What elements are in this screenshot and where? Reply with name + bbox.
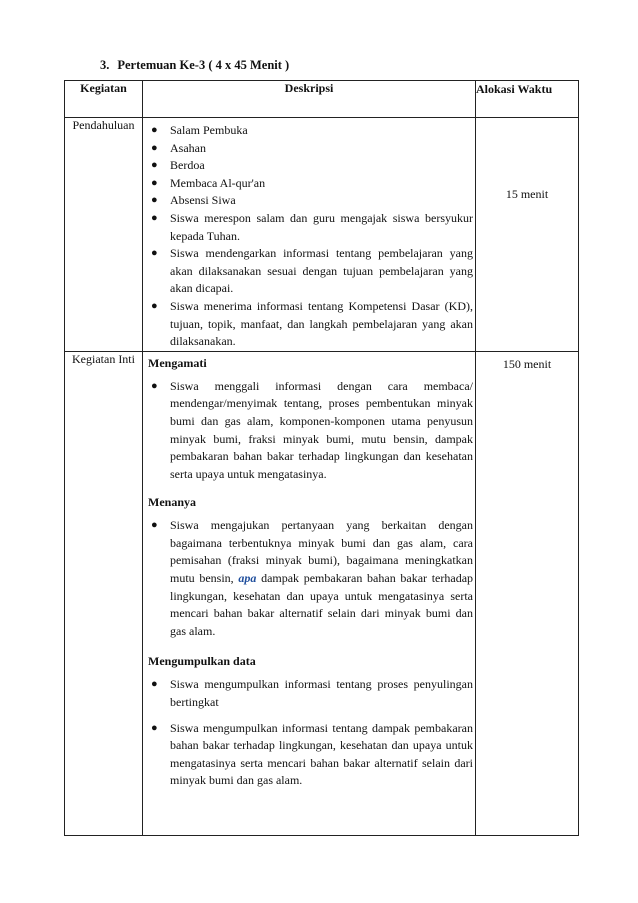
menanya-list — [143, 511, 475, 640]
bullet-icon: ● — [151, 159, 158, 172]
list-item: ● Salam Pembuka — [151, 122, 473, 140]
inti-time: 150 menit — [476, 351, 579, 835]
bullet-icon: ● — [151, 141, 158, 154]
list-item: ● Siswa merespon salam dan guru mengajak siswa bersyukur kepada Tuhan. — [151, 210, 473, 243]
pendahuluan-row — [65, 118, 579, 352]
mengamati-list — [143, 372, 475, 484]
bullet-icon: ● — [151, 124, 158, 136]
emphasis-apa: apa — [238, 571, 257, 586]
inti-description — [143, 351, 476, 835]
inti-row — [65, 351, 579, 835]
pendahuluan-description — [143, 118, 476, 352]
list-item: ● Siswa mengumpulkan informasi tentang proses penyulingan bertingkat — [151, 677, 473, 710]
bullet-icon: ● — [151, 211, 158, 224]
menanya-title: Menanya — [148, 495, 196, 510]
bullet-icon: ● — [151, 379, 158, 392]
list-item: ● Siswa mengajukan pertanyaan yang berkaitan dengan bagaimana terbentuknya minyak bumi dan gas alam, cara pemisahan (fraksi minyak bumi), bagaimana meningkatkan mutu bensin, apa dampak pembakaran bahan bakar terhadap lingkungan, kesehatan dan upaya untuk mengatasinya serta mencari bahan bakar alternatif selain dari minyak bumi dan gas alam. — [151, 518, 474, 638]
mengamati-title: Mengamati — [148, 355, 207, 370]
mengumpulkan-title: Mengumpulkan data — [148, 654, 256, 669]
heading-title: Pertemuan Ke-3 ( 4 x 45 Menit ) — [117, 58, 290, 72]
list-item: ● Membaca Al-qur'an — [151, 175, 473, 193]
bullet-icon: ● — [151, 247, 158, 260]
list-item: ● Asahan — [151, 140, 473, 158]
bullet-icon: ● — [151, 194, 158, 207]
bullet-icon: ● — [151, 678, 158, 691]
section-heading — [100, 58, 289, 73]
pendahuluan-time: 15 menit — [476, 118, 579, 352]
list-item: ● Siswa menggali informasi dengan cara membaca/ mendengar/menyimak tentang, proses pembentukan minyak bumi dan gas alam, komponen-komponen utama penyusun minyak bumi, fraksi minyak bumi, mutu bensin, dampak pembakaran bahan bakar terhadap lingkungan dan kesehatan serta upaya untuk mengatasinya. — [151, 378, 473, 481]
pendahuluan-list — [143, 118, 475, 351]
header-alokasi: Alokasi Waktu — [476, 81, 579, 118]
header-deskripsi: Deskripsi — [143, 81, 476, 118]
list-item: ● Siswa mengumpulkan informasi tentang dampak pembakaran bahan bakar terhadap lingkungan, kesehatan dan upaya untuk mengatasinya serta mencari bahan bakar alternatif selain dari minyak bumi dan gas alam. — [151, 720, 473, 788]
bullet-icon: ● — [151, 176, 158, 189]
inti-label: Kegiatan Inti — [65, 351, 143, 835]
list-item: ● Siswa mendengarkan informasi tentang pembelajaran yang akan dilaksanakan sesuai dengan tujuan pembelajaran yang akan dicapai. — [151, 246, 473, 296]
mengumpulkan-list — [143, 670, 475, 790]
header-kegiatan: Kegiatan — [65, 81, 143, 118]
pendahuluan-label: Pendahuluan — [65, 118, 143, 352]
bullet-icon: ● — [151, 519, 158, 532]
list-item: ● Absensi Siwa — [151, 192, 473, 210]
list-item: ● Siswa menerima informasi tentang Kompetensi Dasar (KD), tujuan, topik, manfaat, dan langkah pembelajaran yang akan dilaksanakan. — [151, 298, 473, 349]
lesson-plan-table — [64, 80, 579, 836]
header-row — [65, 81, 579, 118]
heading-number: 3. — [100, 58, 110, 72]
bullet-icon: ● — [151, 299, 158, 312]
bullet-icon: ● — [151, 721, 158, 734]
list-item: ● Berdoa — [151, 157, 473, 175]
